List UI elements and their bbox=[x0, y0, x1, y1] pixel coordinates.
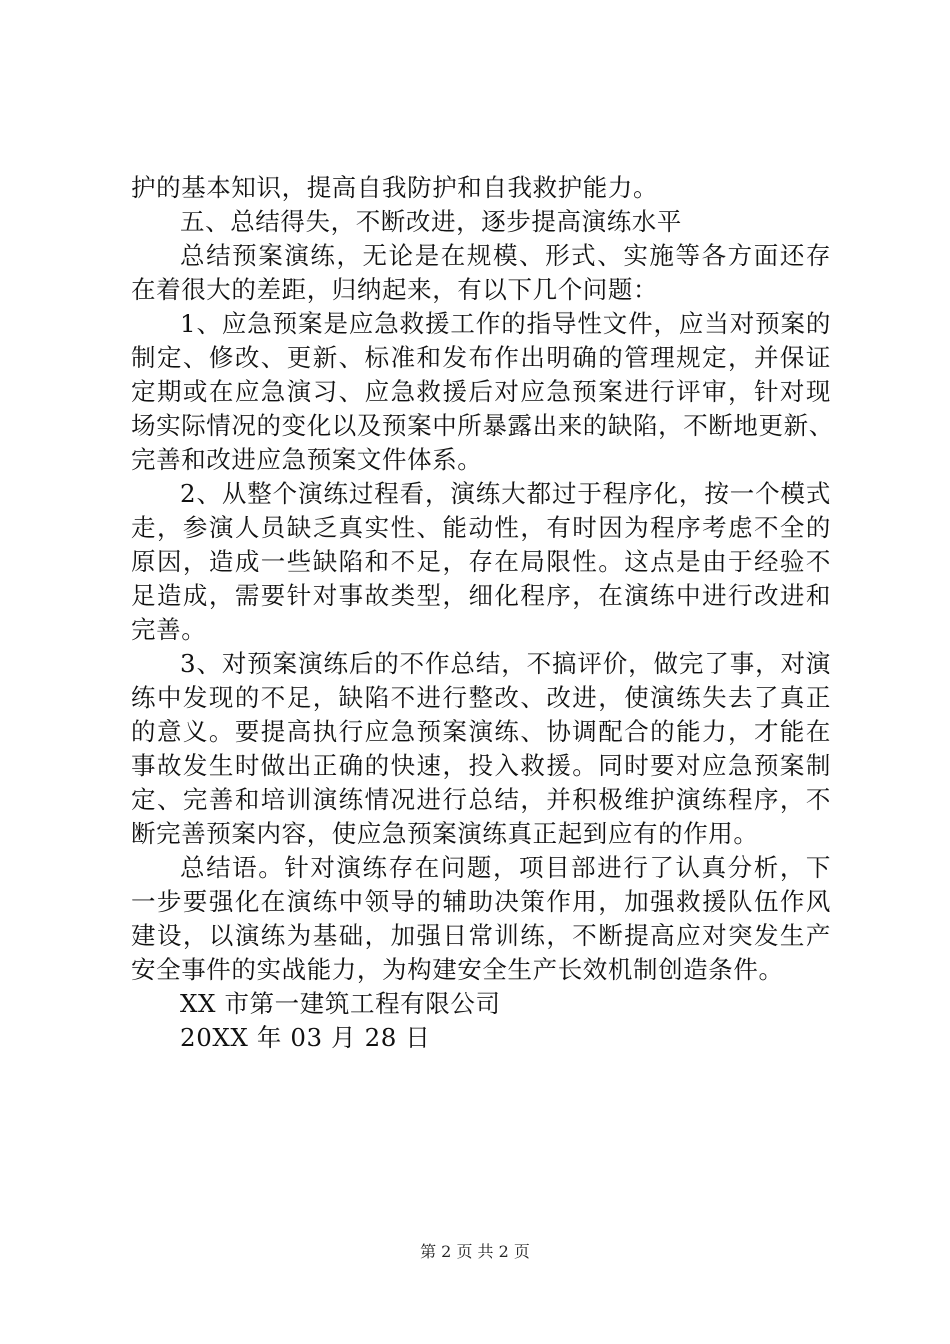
company-name: XX 市第一建筑工程有限公司 bbox=[180, 989, 501, 1018]
body-line: 总结语。针对演练存在问题，项目部进行了认真分析，下 bbox=[180, 853, 831, 882]
section-heading: 五、总结得失，不断改进，逐步提高演练水平 bbox=[180, 207, 682, 236]
body-line: 一步要强化在演练中领导的辅助决策作用，加强救援队伍作风 bbox=[131, 887, 831, 916]
body-line: 断完善预案内容，使应急预案演练真正起到应有的作用。 bbox=[131, 819, 759, 848]
body-line: 场实际情况的变化以及预案中所暴露出来的缺陷，不断地更新、 bbox=[131, 411, 834, 440]
body-line: 在着很大的差距，归纳起来，有以下几个问题： bbox=[131, 275, 659, 304]
body-line: 护的基本知识，提高自我防护和自我救护能力。 bbox=[131, 173, 659, 202]
body-line: 建设，以演练为基础，加强日常训练，不断提高应对突发生产 bbox=[131, 921, 831, 950]
body-line: 定期或在应急演习、应急救援后对应急预案进行评审，针对现 bbox=[131, 377, 831, 406]
page-footer: 第 2 页 共 2 页 bbox=[420, 1242, 530, 1261]
body-line: 完善和改进应急预案文件体系。 bbox=[131, 445, 483, 474]
body-line: 2、从整个演练过程看，演练大都过于程序化，按一个模式 bbox=[180, 479, 831, 508]
body-line: 事故发生时做出正确的快速，投入救援。同时要对应急预案制 bbox=[131, 751, 831, 780]
body-line: 安全事件的实战能力，为构建安全生产长效机制创造条件。 bbox=[131, 955, 784, 984]
body-line: 走，参演人员缺乏真实性、能动性，有时因为程序考虑不全的 bbox=[131, 513, 831, 542]
body-line: 总结预案演练，无论是在规模、形式、实施等各方面还存 bbox=[180, 241, 831, 270]
body-line: 练中发现的不足，缺陷不进行整改、改进，使演练失去了真正 bbox=[131, 683, 831, 712]
body-line: 1、应急预案是应急救援工作的指导性文件，应当对预案的 bbox=[180, 309, 831, 338]
body-line: 完善。 bbox=[131, 615, 207, 644]
body-line: 3、对预案演练后的不作总结，不搞评价，做完了事，对演 bbox=[180, 649, 831, 678]
body-line: 的意义。要提高执行应急预案演练、协调配合的能力，才能在 bbox=[131, 717, 831, 746]
body-line: 原因，造成一些缺陷和不足，存在局限性。这点是由于经验不 bbox=[131, 547, 831, 576]
body-line: 定、完善和培训演练情况进行总结，并积极维护演练程序，不 bbox=[131, 785, 831, 814]
body-line: 足造成，需要针对事故类型，细化程序，在演练中进行改进和 bbox=[131, 581, 831, 610]
body-line: 制定、修改、更新、标准和发布作出明确的管理规定，并保证 bbox=[131, 343, 831, 372]
document-date: 20XX 年 03 月 28 日 bbox=[180, 1023, 431, 1052]
